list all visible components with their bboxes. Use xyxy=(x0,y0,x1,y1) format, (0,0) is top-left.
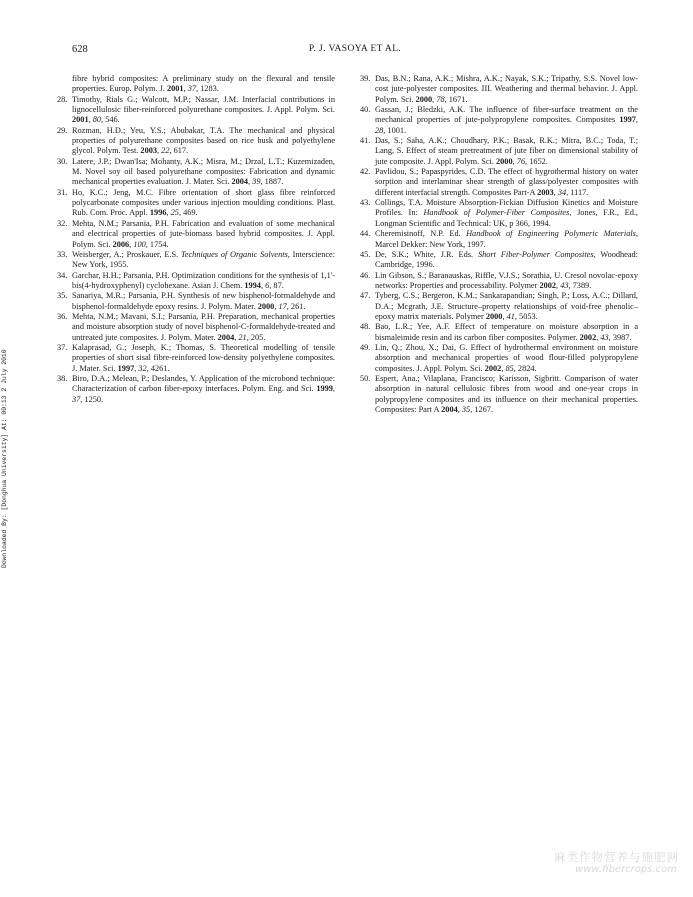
reference-number: 28. xyxy=(57,94,68,104)
reference-text: Cheremisinoff, N.P. Ed. xyxy=(375,229,467,239)
reference-volume: 21 xyxy=(238,332,247,342)
reference-pages: , 87. xyxy=(269,280,284,290)
reference-number: 46. xyxy=(360,270,371,280)
reference-number: 45. xyxy=(360,249,371,259)
reference-volume: 76 xyxy=(516,156,526,166)
reference-pages: , 469. xyxy=(178,208,198,218)
reference-book-title: Handbook of Polymer-Fiber Composites xyxy=(423,208,570,218)
reference-text: , xyxy=(183,84,188,94)
reference-year: 2002 xyxy=(484,363,502,373)
reference-year: 2000 xyxy=(496,156,513,166)
reference-pages: , 617. xyxy=(169,146,189,156)
running-head: P. J. VASOYA ET AL. xyxy=(308,44,402,54)
reference-year: 2000 xyxy=(485,311,503,321)
reference-text: , xyxy=(553,187,558,197)
reference-volume: 39 xyxy=(252,177,261,187)
reference-entry xyxy=(360,136,638,167)
reference-text: Das, S.; Saha, A.K.; Choudhary, P.K.; Basak, R.K.; Mitra, B.C.; Toda, T.; Lang, S. Effect of steam pretreatment of jute fiber on dimensional stability of jute composite. J. Appl. Polym. Sci. xyxy=(375,136,638,166)
reference-entry xyxy=(360,74,638,105)
reference-number: 35. xyxy=(57,291,68,301)
reference-entry xyxy=(360,167,638,198)
page-number: 628 xyxy=(72,44,88,55)
reference-entry xyxy=(360,229,638,250)
reference-year: 2006 xyxy=(112,239,130,249)
reference-number: 47. xyxy=(360,291,371,301)
reference-text: , xyxy=(501,363,506,373)
reference-entry xyxy=(57,271,335,292)
reference-text: , Interscience: New York, 1955. xyxy=(72,249,336,270)
reference-pages: , 2824. xyxy=(513,363,537,373)
reference-entry xyxy=(57,188,335,219)
reference-number: 30. xyxy=(57,156,68,166)
reference-volume: 32 xyxy=(138,363,147,373)
reference-text: , Jones, F.R., Ed., Longman Scientific and Technical: UK, p 366, 1994. xyxy=(375,208,638,228)
references-right-column xyxy=(360,74,638,415)
reference-text: , xyxy=(432,94,437,104)
reference-entry xyxy=(57,157,335,188)
reference-year: 2002 xyxy=(579,332,597,342)
reference-text: Ho, K.C.; Jeng, M.C. Fibre orientation of short glass fibre reinforced polycarbonate composites under various injection moulding conditions. Plast. Rub. Com. Proc. Appl. xyxy=(72,187,335,218)
reference-text: , xyxy=(556,280,561,290)
reference-text: , xyxy=(134,363,139,373)
reference-text: Rozman, H.D.; Yeu, Y.S.; Abubakar, T.A. The mechanical and physical properties of polyurethane composites based on rice husk and polyethylene glycol. Polym. Test. xyxy=(72,125,335,156)
reference-entry xyxy=(360,105,638,136)
reference-entry xyxy=(57,95,335,126)
reference-year: 1994 xyxy=(244,280,261,290)
reference-volume: 100 xyxy=(133,239,146,249)
reference-pages: , 4261. xyxy=(146,363,170,373)
reference-text: De, S.K.; White, J.R. Eds. xyxy=(375,249,478,259)
reference-number: 29. xyxy=(57,125,68,135)
reference-entry xyxy=(57,374,335,405)
reference-number: 41. xyxy=(360,136,371,146)
reference-text: Gassan, J.; Bledzki, A.K. The influence of fiber-surface treatment on the mechanical properties of jute-polypropylene composites. Composites xyxy=(375,105,638,125)
reference-number: 42. xyxy=(360,167,371,177)
reference-year: 2004 xyxy=(217,332,235,342)
reference-pages: , 546. xyxy=(101,115,120,125)
reference-volume: 6 xyxy=(265,280,270,290)
reference-pages: , 1652. xyxy=(525,156,548,166)
reference-number: 44. xyxy=(360,229,371,239)
reference-text: , xyxy=(234,332,239,342)
reference-entry xyxy=(57,291,335,312)
reference-volume: 17 xyxy=(278,301,287,311)
reference-book-title: Short Fiber-Polymer Composites xyxy=(477,249,594,259)
reference-volume: 78 xyxy=(436,94,445,104)
reference-text: Tyberg, C.S.; Bergeron, K.M.; Sankarapandian; Singh, P.; Loss, A.C.; Dillard, D.A.; Mcgrath, J.E. Structure–property relationships of void-free phenolic–epoxy matrix materials. Polymer xyxy=(375,291,638,321)
reference-text: , xyxy=(260,280,266,290)
reference-text: , Woodhead: Cambridge, 1996. xyxy=(375,249,638,270)
reference-text: , xyxy=(332,384,335,394)
reference-entry xyxy=(360,374,638,415)
reference-text: Mehta, N.M.; Parsania, P.H. Fabrication and evaluation of some mechanical and electrical properties of jute-biomass based hybrid composites. J. Appl. Polym. Sci. xyxy=(72,218,335,249)
reference-year: 1999 xyxy=(316,384,333,394)
reference-text: , xyxy=(157,146,162,156)
reference-text: Latere, J.P.; Dwan'Isa; Mohanty, A.K.; Misra, M.; Drzal, L.T.; Kuzemizaden, M. Novel soy oil based polyurethane composites: Fabrication and dynamic mechanical properties evaluation. J. Mater. Sci. xyxy=(72,156,335,187)
reference-volume: 34 xyxy=(557,187,567,197)
reference-text: Bao, L.R.; Yee, A.F. Effect of temperature on moisture absorption in a bismaleimide resin and its carbon fiber composites. Polymer. xyxy=(375,322,638,342)
reference-entry xyxy=(57,250,335,271)
reference-entry xyxy=(360,322,638,343)
reference-text: , xyxy=(274,301,279,311)
reference-entry xyxy=(57,312,335,343)
reference-text: Lin Gibson, S.; Baranauskas, Riffle, V.J.S.; Sorathia, U. Cresol novolac-epoxy networks: Properties and processability. Polymer xyxy=(375,270,638,290)
reference-pages: , 1267. xyxy=(470,405,494,414)
reference-year: 2001 xyxy=(72,115,89,125)
reference-number: 32. xyxy=(57,218,68,228)
reference-pages: , 5053. xyxy=(514,311,538,321)
reference-text: Collings, T.A. Moisture Absorption-Fickian Diffusion Kinetics and Moisture Profiles. In: xyxy=(375,198,638,218)
reference-year: 2003 xyxy=(140,146,158,156)
reference-number: 40. xyxy=(360,105,371,115)
reference-text: Das, B.N.; Rana, A.K.; Mishra, A.K.; Nayak, S.K.; Tripathy, S.S. Novel low-cost jute-polyester composites. III. Weathering and thermal behavior. J. Appl. Polym. Sci. xyxy=(375,74,638,104)
reference-pages: , 1671. xyxy=(444,94,468,104)
references-left-column xyxy=(57,74,335,405)
reference-number: 37. xyxy=(57,342,68,352)
reference-year: 2002 xyxy=(539,280,557,290)
reference-text: , xyxy=(248,177,253,187)
reference-text: Garchar, H.H.; Parsania, P.H. Optimization conditions for the synthesis of 1,1'-bis(4-hydroxyphenyl) cyclohexane. Asian J. Chem. xyxy=(72,270,335,290)
reference-entry xyxy=(360,198,638,229)
reference-number: 50. xyxy=(360,373,371,383)
reference-text: Pavlidou, S.; Papaspyrides, C.D. The effect of hygrothermal history on water sorption and interlaminar shear strength of glass/polyester composites with different interfacial strength. Composites Part-A xyxy=(375,167,638,197)
watermark-url: www.fibercrops.com xyxy=(575,864,677,875)
reference-number: 31. xyxy=(57,187,68,197)
reference-year: 2004 xyxy=(441,405,458,414)
reference-volume: 37 xyxy=(187,84,196,94)
reference-text: Lin, Q.; Zhou, X.; Dai, G. Effect of hydrothermal environment on moisture absorption and mechanical properties of wood flour-filled polypropylene composites. J. Appl. Polym. Sci. xyxy=(375,342,638,373)
download-stamp xyxy=(1,322,11,568)
download-stamp-text: Downloaded By: [Donghua University] At: 00:13 2 July 2010 xyxy=(1,349,8,568)
reference-text: Sanariya, M.R.; Parsania, P.H. Synthesis of new bisphenol-formaldehyde and bisphenol-formaldehyde epoxy resins. J. Polym. Mater. xyxy=(72,291,335,311)
reference-volume: 41 xyxy=(506,311,515,321)
reference-text: Mehta, N.M.; Mavani, S.I.; Parsania, P.H. Preparation, mechanical properties and moisture absorption study of novel bisphenol-C-formaldehyde-treated and untreated jute composites. J. Polym. Mater. xyxy=(72,311,335,342)
reference-pages: , 1887. xyxy=(260,177,284,187)
reference-pages: , 1001. xyxy=(383,125,407,135)
reference-entry xyxy=(360,271,638,292)
reference-entry xyxy=(57,343,335,374)
reference-text: Espert, Ana.; Vilaplana, Francisco; Karisson, Sigbritt. Comparison of water absorption in natural cellulosic fibres from wood and one-year crops in polypropylene composites and its influence on their mechanical properties. Composites: Part A xyxy=(375,373,638,414)
reference-entry xyxy=(360,250,638,271)
reference-number: 34. xyxy=(57,270,68,280)
reference-year: 2003 xyxy=(537,187,554,197)
reference-text: fibre hybrid composites: A preliminary study on the flexural and tensile properties. Europ. Polym. J. xyxy=(72,74,335,94)
reference-volume: 80 xyxy=(92,115,102,125)
reference-pages: , 205. xyxy=(246,332,266,342)
reference-text: , xyxy=(512,156,517,166)
reference-text: Biro, D.A.; Melean, P.; Deslandes, Y. Application of the microbond technique: Characterization of carbon fiber-epoxy interfaces. Polym. Eng. and Sci. xyxy=(72,373,335,394)
reference-pages: , 1250. xyxy=(80,394,104,404)
reference-year: 2000 xyxy=(415,94,433,104)
reference-pages: , 1117. xyxy=(566,187,589,197)
site-watermark xyxy=(549,849,679,881)
reference-text: , xyxy=(88,115,93,125)
reference-year: 1997 xyxy=(117,363,135,373)
reference-text: Weisberger, A.; Proskauer, E.S. xyxy=(72,249,181,259)
reference-pages: , 1283. xyxy=(196,84,219,94)
reference-volume: 28 xyxy=(375,125,384,135)
reference-number: 33. xyxy=(57,249,68,259)
reference-pages: , 1754. xyxy=(145,239,169,249)
reference-pages: , 261. xyxy=(286,301,306,311)
reference-text: Kalaprasad, G.; Joseph, K.; Thomas, S. Theoretical modelling of tensile properties of short sisal fibre-reinforced low-density polyethylene composites. J. Mater. Sci. xyxy=(72,342,335,373)
reference-text: , xyxy=(457,405,462,414)
reference-text: Timothy, Rials G.; Walcott, M.P.; Nassar, J.M. Interfacial contributions in lignocellulosic fiber-reinforced polyurethane composites. J. Appl. Polym. Sci. xyxy=(72,94,335,115)
reference-number: 39. xyxy=(360,74,371,83)
reference-volume: 43 xyxy=(600,332,609,342)
reference-volume: 22 xyxy=(161,146,170,156)
reference-entry xyxy=(57,126,335,157)
reference-text: , xyxy=(596,332,601,342)
reference-number: 38. xyxy=(57,373,68,383)
reference-text: , xyxy=(129,239,134,249)
reference-book-title: Techniques of Organic Solvents xyxy=(180,249,288,259)
reference-book-title: Handbook of Engineering Polymeric Materials xyxy=(466,229,636,239)
reference-pages: , 3987. xyxy=(608,332,632,342)
reference-entry xyxy=(57,219,335,250)
reference-year: 2004 xyxy=(231,177,249,187)
reference-number: 48. xyxy=(360,322,371,332)
reference-year: 2000 xyxy=(257,301,275,311)
reference-number: 43. xyxy=(360,198,371,208)
reference-volume: 43 xyxy=(560,280,569,290)
reference-number: 49. xyxy=(360,342,371,352)
reference-year: 1997 xyxy=(619,115,636,125)
reference-volume: 35 xyxy=(461,405,471,414)
reference-entry xyxy=(360,291,638,322)
reference-volume: 25 xyxy=(170,208,179,218)
reference-number: 36. xyxy=(57,311,68,321)
reference-year: 1996 xyxy=(149,208,167,218)
reference-entry xyxy=(57,74,335,95)
reference-pages: , 7389. xyxy=(568,280,592,290)
page-header xyxy=(72,44,638,60)
reference-text: , xyxy=(166,208,171,218)
reference-text: , xyxy=(635,115,638,125)
watermark-chinese-text: 麻类作物营养与施肥网 xyxy=(554,850,679,864)
reference-volume: 85 xyxy=(505,363,514,373)
reference-volume: 37 xyxy=(72,394,81,404)
reference-entry xyxy=(360,343,638,374)
reference-text: , xyxy=(502,311,507,321)
reference-year: 2001 xyxy=(166,84,184,94)
reference-text: , Marcel Dekker: New York, 1997. xyxy=(375,229,638,249)
